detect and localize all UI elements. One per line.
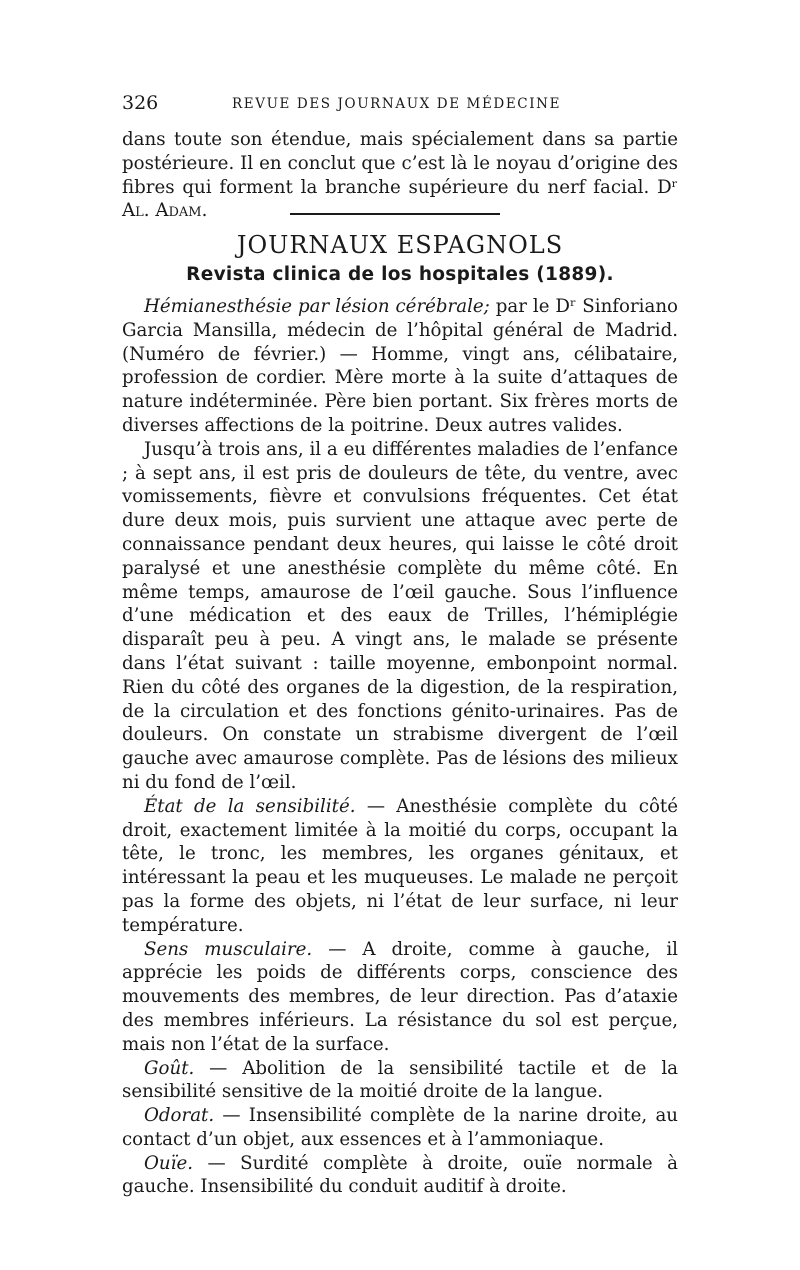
paragraph-text: par le Dʳ Sinforiano Garcia Mansilla, médecin de l’hôpital général de Madrid. (Numéro de février.) — Homme, vingt ans, célibataire, profession de cordier. Mère morte à la suite d’attaques de nature indéterminée. Père bien portant. Six frères morts de diverses affections de la poitrine. Deux autres valides.	[122, 296, 678, 436]
section-title: JOURNAUX ESPAGNOLS	[236, 231, 564, 259]
subheading-sensibilite: État de la sensibilité.	[144, 795, 356, 817]
article-paragraph-2: Jusqu’à trois ans, il a eu différentes maladies de l’enfance ; à sept ans, il est pris de douleurs de tête, du ventre, avec vomissements, fièvre et convulsions fréquentes. Cet état dure deux mois, puis survient une attaque avec perte de connaissance pendant deux heures, qui laisse le côté droit paralysé et une anesthésie complète du même côté. En même temps, amaurose de l’œil gauche. Sous l’influence d’une médication et des eaux de Trilles, l’hémiplégie disparaît peu à peu. A vingt ans, le malade se présente dans l’état suivant : taille moyenne, embonpoint normal. Rien du côté des organes de la digestion, de la respiration, de la circulation et des fonctions génito-urinaires. Pas de douleurs. On constate un strabisme divergent de l’œil gauche avec amaurose complète. Pas de lésions des milieux ni du fond de l’œil.	[122, 438, 678, 793]
author-signature: Al. Adam.	[122, 200, 208, 222]
page-number: 326	[122, 92, 159, 114]
subheading-odorat: Odorat.	[144, 1105, 215, 1127]
running-head: REVUE DES JOURNAUX DE MÉDECINE	[232, 96, 562, 112]
subheading-gout: Goût.	[144, 1057, 195, 1079]
article-paragraph-5	[122, 1057, 678, 1105]
page-header	[122, 92, 678, 118]
section-divider	[290, 213, 500, 215]
article-paragraph-3	[122, 795, 678, 938]
continuation-text: dans toute son étendue, mais spécialement dans sa partie postérieure. Il en conclut que c’est là le noyau d’origine des fibres qui forment la branche supérieure du nerf facial. Dʳ	[122, 129, 678, 198]
article-body	[122, 295, 678, 1199]
article-paragraph-4	[122, 938, 678, 1057]
subheading-ouie: Ouïe.	[144, 1152, 193, 1174]
paragraph-text: — A droite, comme à gauche, il apprécie les poids de différents corps, conscience des mouvements des membres, de leur direction. Pas d’ataxie des membres inférieurs. La résistance du sol est perçue, mais non l’état de la surface.	[122, 938, 678, 1055]
journal-title: Revista clinica de los hospitales (1889).	[186, 264, 614, 285]
paragraph-text: — Anesthésie complète du côté droit, exactement limitée à la moitié du corps, occupant la tête, le tronc, les membres, les organes génitaux, et intéressant la peau et les muqueuses. Le malade ne perçoit pas la forme des objets, ni l’état de leur surface, ni leur température.	[122, 795, 678, 936]
paragraph-text: — Surdité complète à droite, ouïe normale à gauche. Insensibilité du conduit auditif à droite.	[122, 1152, 678, 1198]
continuation-paragraph	[122, 128, 678, 223]
article-paragraph-1	[122, 295, 678, 438]
article-paragraph-6	[122, 1104, 678, 1152]
paragraph-text: — Abolition de la sensibilité tactile et de la sensibilité sensitive de la moitié droite de la langue.	[122, 1057, 678, 1103]
article-title: Hémianesthésie par lésion cérébrale;	[144, 296, 490, 317]
subheading-sens-musculaire: Sens musculaire.	[144, 938, 313, 960]
paragraph-text: — Insensibilité complète de la narine droite, au contact d’un objet, aux essences et à l’ammoniaque.	[122, 1105, 678, 1150]
article-paragraph-7	[122, 1152, 678, 1200]
